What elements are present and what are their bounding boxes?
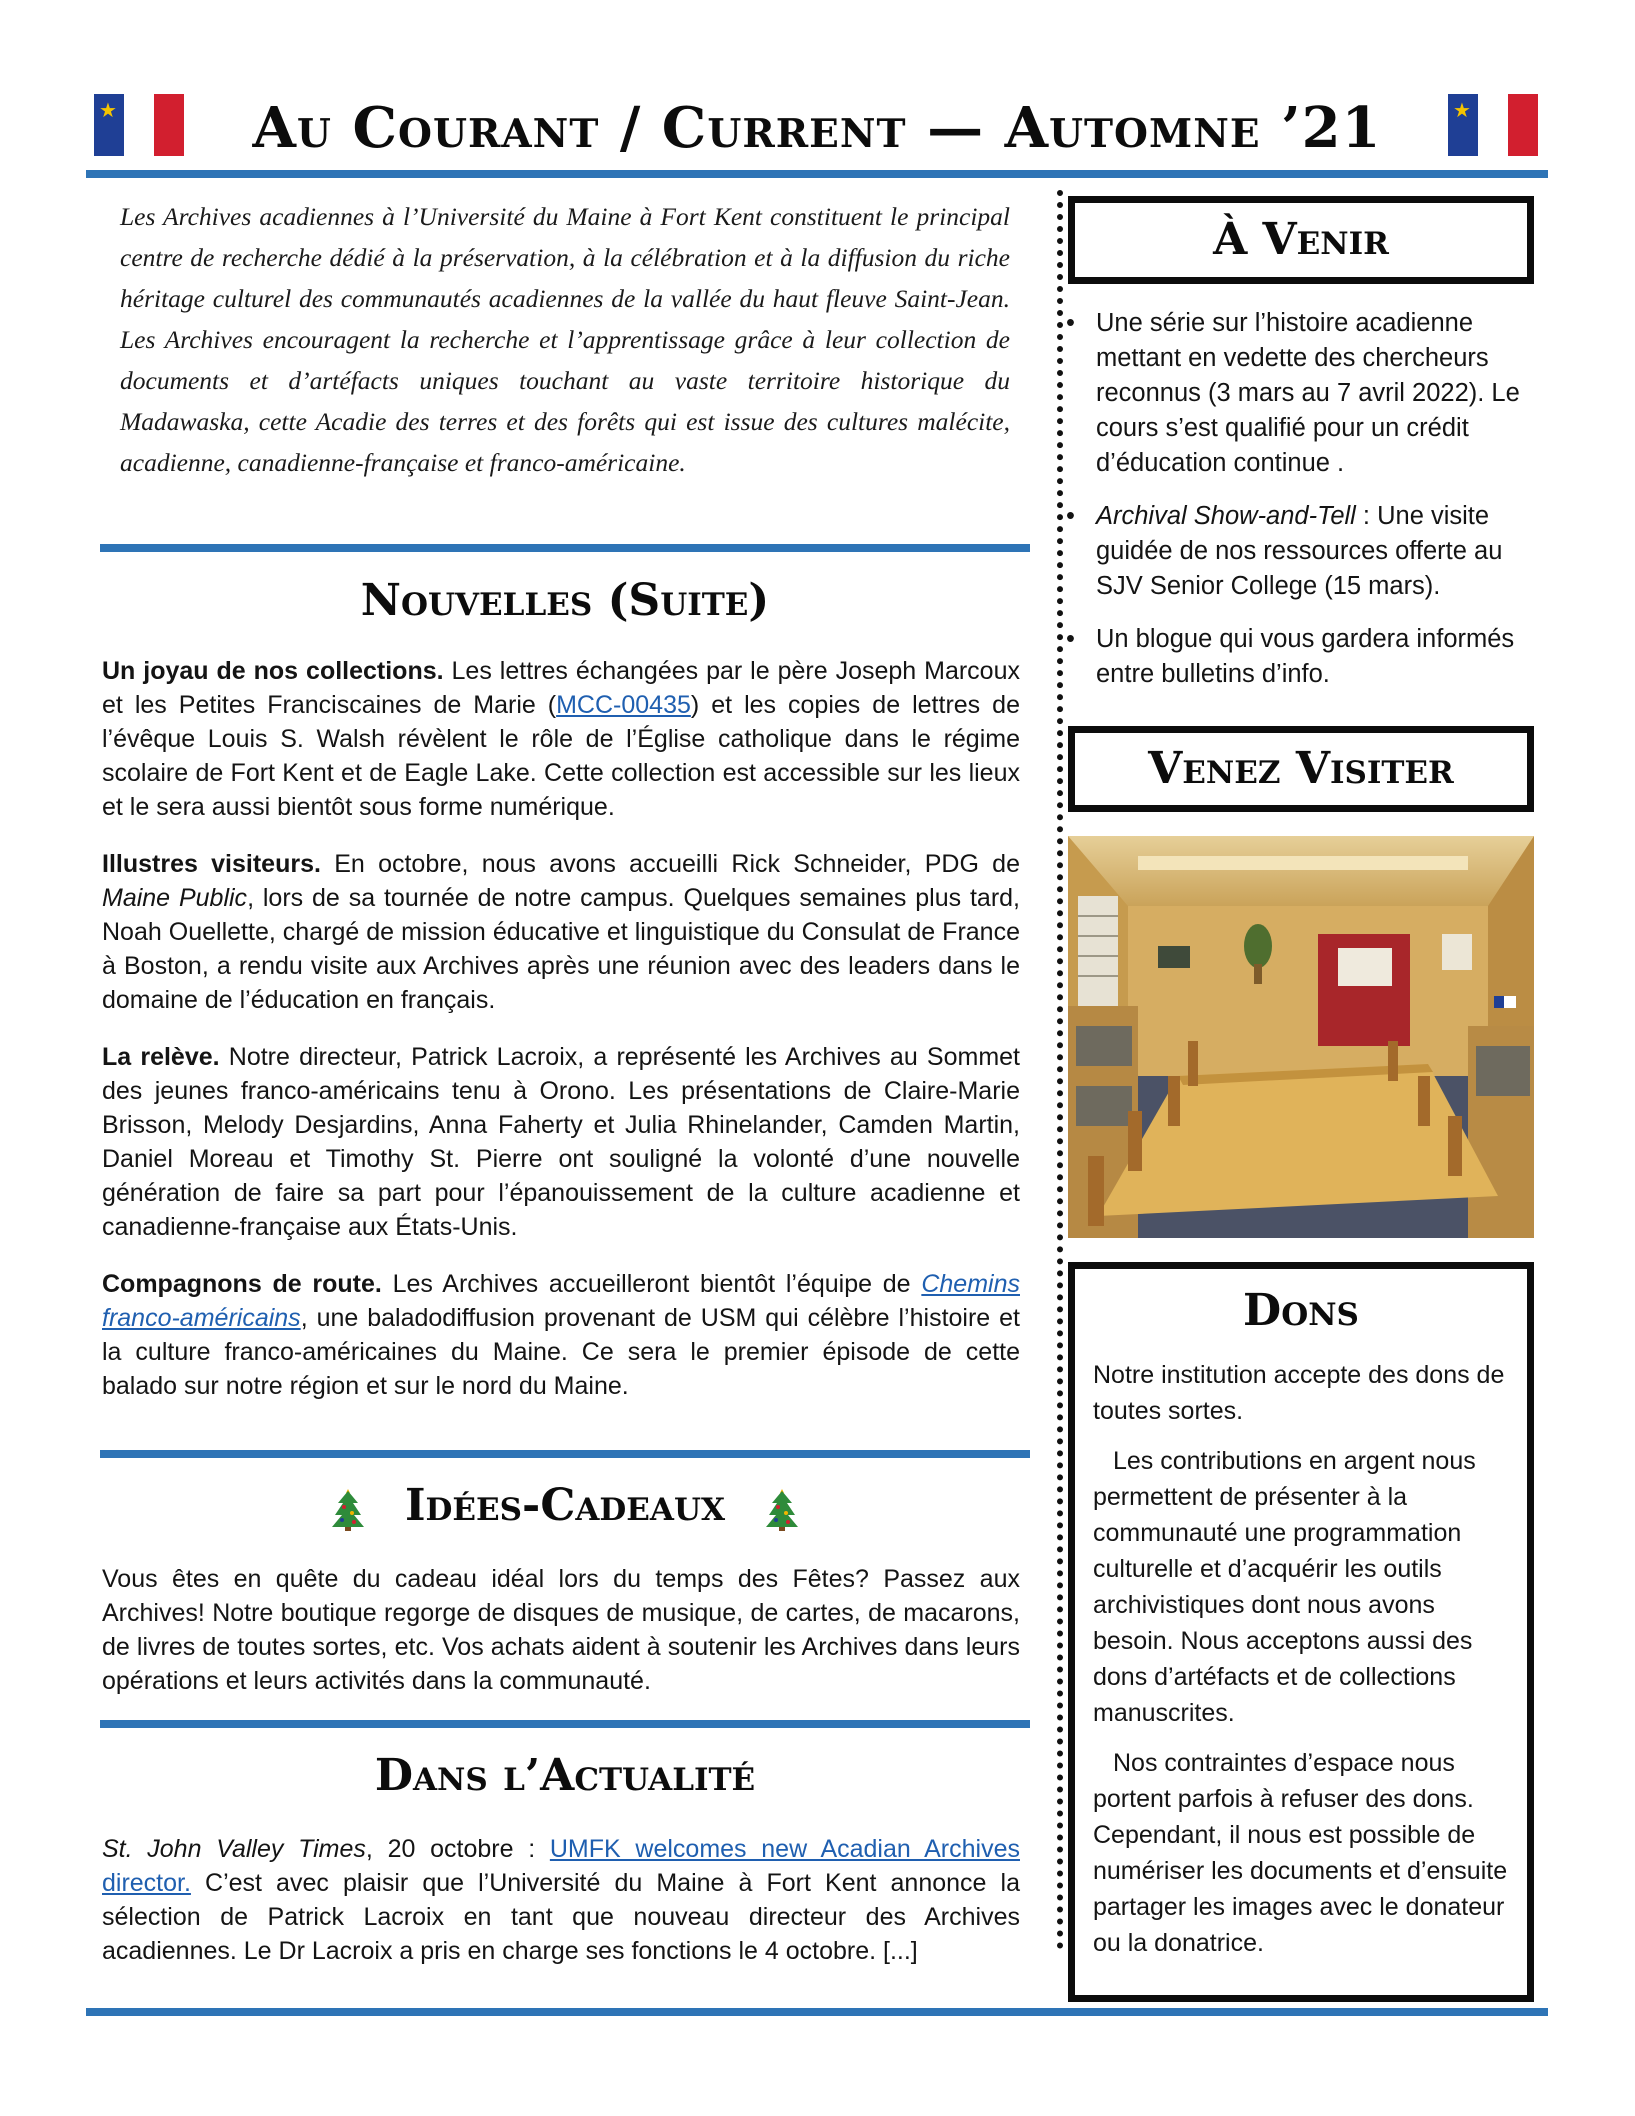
list-item bbox=[1066, 622, 1536, 692]
news-item bbox=[102, 847, 1020, 1017]
news-item bbox=[102, 654, 1020, 824]
a-venir-title-box bbox=[1068, 196, 1534, 284]
archives-reading-room-photo bbox=[1068, 836, 1534, 1238]
list-item bbox=[1066, 499, 1536, 604]
dons-title: Dons bbox=[1243, 1285, 1359, 1336]
item-text: Une série sur l’histoire acadienne mettant en vedette des chercheurs reconnus (3 mars au 7 avril 2022). Le cours s’est qualifié pour un crédit d’éducation continue . bbox=[1096, 309, 1520, 477]
actualite-body bbox=[102, 1832, 1020, 1968]
bullet-icon: • bbox=[1066, 625, 1075, 653]
news-item bbox=[102, 1267, 1020, 1403]
news-text: ) et les copies de lettres de l’évêque Louis S. Walsh révèlent le rôle de l’Église catholique dans le régime scolaire de Fort Kent et de Eagle Lake. Cette collection est accessible sur les lieux et le sera aussi bientôt sous forme numérique. bbox=[102, 691, 1020, 821]
star-icon: ★ bbox=[1453, 98, 1471, 122]
nouvelles-body bbox=[102, 654, 1020, 1426]
section-divider bbox=[100, 1720, 1030, 1728]
visiter-title-box bbox=[1068, 726, 1534, 812]
section-divider bbox=[100, 544, 1030, 552]
article-text: C’est avec plaisir que l’Université du Maine à Fort Kent annonce la sélection de Patrick Lacroix en tant que nouveau directeur des Archives acadiennes. Le Dr Lacroix a pris en charge ses fonctions le 4 octobre. [...] bbox=[102, 1869, 1020, 1965]
news-item bbox=[102, 1040, 1020, 1244]
news-text: Notre directeur, Patrick Lacroix, a représenté les Archives au Sommet des jeunes franco-américains tenu à Orono. Les présentations de Claire-Marie Brisson, Melody Desjardins, Anna Faherty et Julia Rhinelander, Camden Martin, Daniel Moreau et Timothy St. Pierre ont souligné la volonté d’une nouvelle génération de faire sa part pour l’épanouissement de la culture acadienne et canadienne-française aux États-Unis. bbox=[102, 1043, 1020, 1241]
masthead bbox=[86, 86, 1548, 174]
a-venir-title: À Venir bbox=[1213, 214, 1389, 265]
newsletter-title: Au Courant / Current — Automne ’21 bbox=[252, 95, 1382, 161]
acadian-flag-icon bbox=[1448, 94, 1538, 156]
dons-paragraph: Nos contraintes d’espace nous portent parfois à refuser des dons. Cependant, il nous est possible de numériser les documents et d’ensuite partager les images avec le donateur ou la donatrice. bbox=[1093, 1749, 1508, 1957]
news-heading: Illustres visiteurs. bbox=[102, 850, 321, 878]
list-item bbox=[1066, 306, 1536, 481]
item-text: Un blogue qui vous gardera informés entre bulletins d’info. bbox=[1096, 625, 1515, 688]
christmas-tree-icon bbox=[765, 1487, 799, 1531]
acadian-flag-icon bbox=[94, 94, 184, 156]
item-text: : Une visite guidée de nos ressources offerte au SJV Senior College (15 mars). bbox=[1096, 502, 1503, 600]
news-text: En octobre, nous avons accueilli Rick Schneider, PDG de bbox=[320, 850, 1020, 878]
podcast-link[interactable]: Chemins franco-américains bbox=[102, 1270, 1020, 1332]
bullet-icon: • bbox=[1066, 309, 1075, 337]
header-rule bbox=[86, 170, 1548, 178]
bullet-icon: • bbox=[1066, 502, 1075, 530]
collection-link[interactable]: MCC-00435 bbox=[556, 691, 691, 719]
news-text: Les lettres échangées par le père Joseph Marcoux et les Petites Franciscaines de Marie ( bbox=[102, 657, 1020, 719]
visiter-title: Venez Visiter bbox=[1148, 743, 1454, 794]
news-text: , une baladodiffusion provenant de USM qui célèbre l’histoire et la culture franco-américaines du Maine. Ce sera le premier épisode de cette balado sur notre région et sur le nord du Maine. bbox=[102, 1304, 1020, 1400]
cadeaux-title-row bbox=[100, 1478, 1030, 1534]
star-icon: ★ bbox=[99, 98, 117, 122]
news-heading: La relève. bbox=[102, 1043, 220, 1071]
dons-paragraph: Notre institution accepte des dons de toutes sortes. bbox=[1093, 1361, 1505, 1425]
column-divider bbox=[1057, 190, 1063, 1950]
actualite-title: Dans l’Actualité bbox=[374, 1750, 756, 1801]
news-heading: Compagnons de route. bbox=[102, 1270, 382, 1298]
article-date: , 20 octobre : bbox=[365, 1835, 550, 1863]
news-text: Les Archives accueilleront bientôt l’équipe de bbox=[381, 1270, 922, 1298]
dons-paragraph: Les contributions en argent nous permettent de présenter à la communauté une programmation culturelle et d’acquérir les outils archivistiques dont nous avons besoin. Nous acceptons aussi des dons d’artéfacts et de collections manuscrites. bbox=[1093, 1447, 1476, 1727]
news-emphasis: Maine Public bbox=[102, 884, 248, 912]
footer-rule bbox=[86, 2008, 1548, 2016]
intro-paragraph: Les Archives acadiennes à l’Université du Maine à Fort Kent constituent le principal centre de recherche dédié à la préservation, à la célébration et à la diffusion du riche héritage culturel des communautés acadiennes de la vallée du haut fleuve Saint-Jean. Les Archives encouragent la recherche et l’apprentissage grâce à leur collection de documents et d’artéfacts uniques touchant au vaste territoire historique du Madawaska, cette Acadie des terres et des forêts qui est issue des cultures malécite, acadienne, canadienne-française et franco-américaine. bbox=[120, 202, 1010, 477]
news-heading: Un joyau de nos collections. bbox=[102, 657, 444, 685]
newspaper-name: St. John Valley Times bbox=[102, 1835, 366, 1863]
article-link[interactable]: UMFK welcomes new Acadian Archives director. bbox=[102, 1835, 1020, 1897]
item-emphasis: Archival Show-and-Tell bbox=[1096, 502, 1356, 530]
news-text: , lors de sa tournée de notre campus. Quelques semaines plus tard, Noah Ouellette, chargé de mission éducative et linguistique du Consulat de France à Boston, a rendu visite aux Archives après une réunion avec des leaders dans le domaine de l’éducation en français. bbox=[102, 884, 1020, 1014]
upcoming-list bbox=[1066, 306, 1536, 710]
christmas-tree-icon bbox=[331, 1487, 365, 1531]
section-divider bbox=[100, 1450, 1030, 1458]
dons-box bbox=[1068, 1262, 1534, 2002]
dons-body bbox=[1075, 1339, 1527, 1961]
nouvelles-title: Nouvelles (Suite) bbox=[360, 575, 770, 626]
cadeaux-title: Idées-Cadeaux bbox=[404, 1480, 726, 1531]
cadeaux-body: Vous êtes en quête du cadeau idéal lors du temps des Fêtes? Passez aux Archives! Notre boutique regorge de disques de musique, de cartes, de macarons, de livres de toutes sortes, etc. Vos achats aident à soutenir les Archives dans leurs opérations et leurs activités dans la communauté. bbox=[102, 1565, 1020, 1695]
